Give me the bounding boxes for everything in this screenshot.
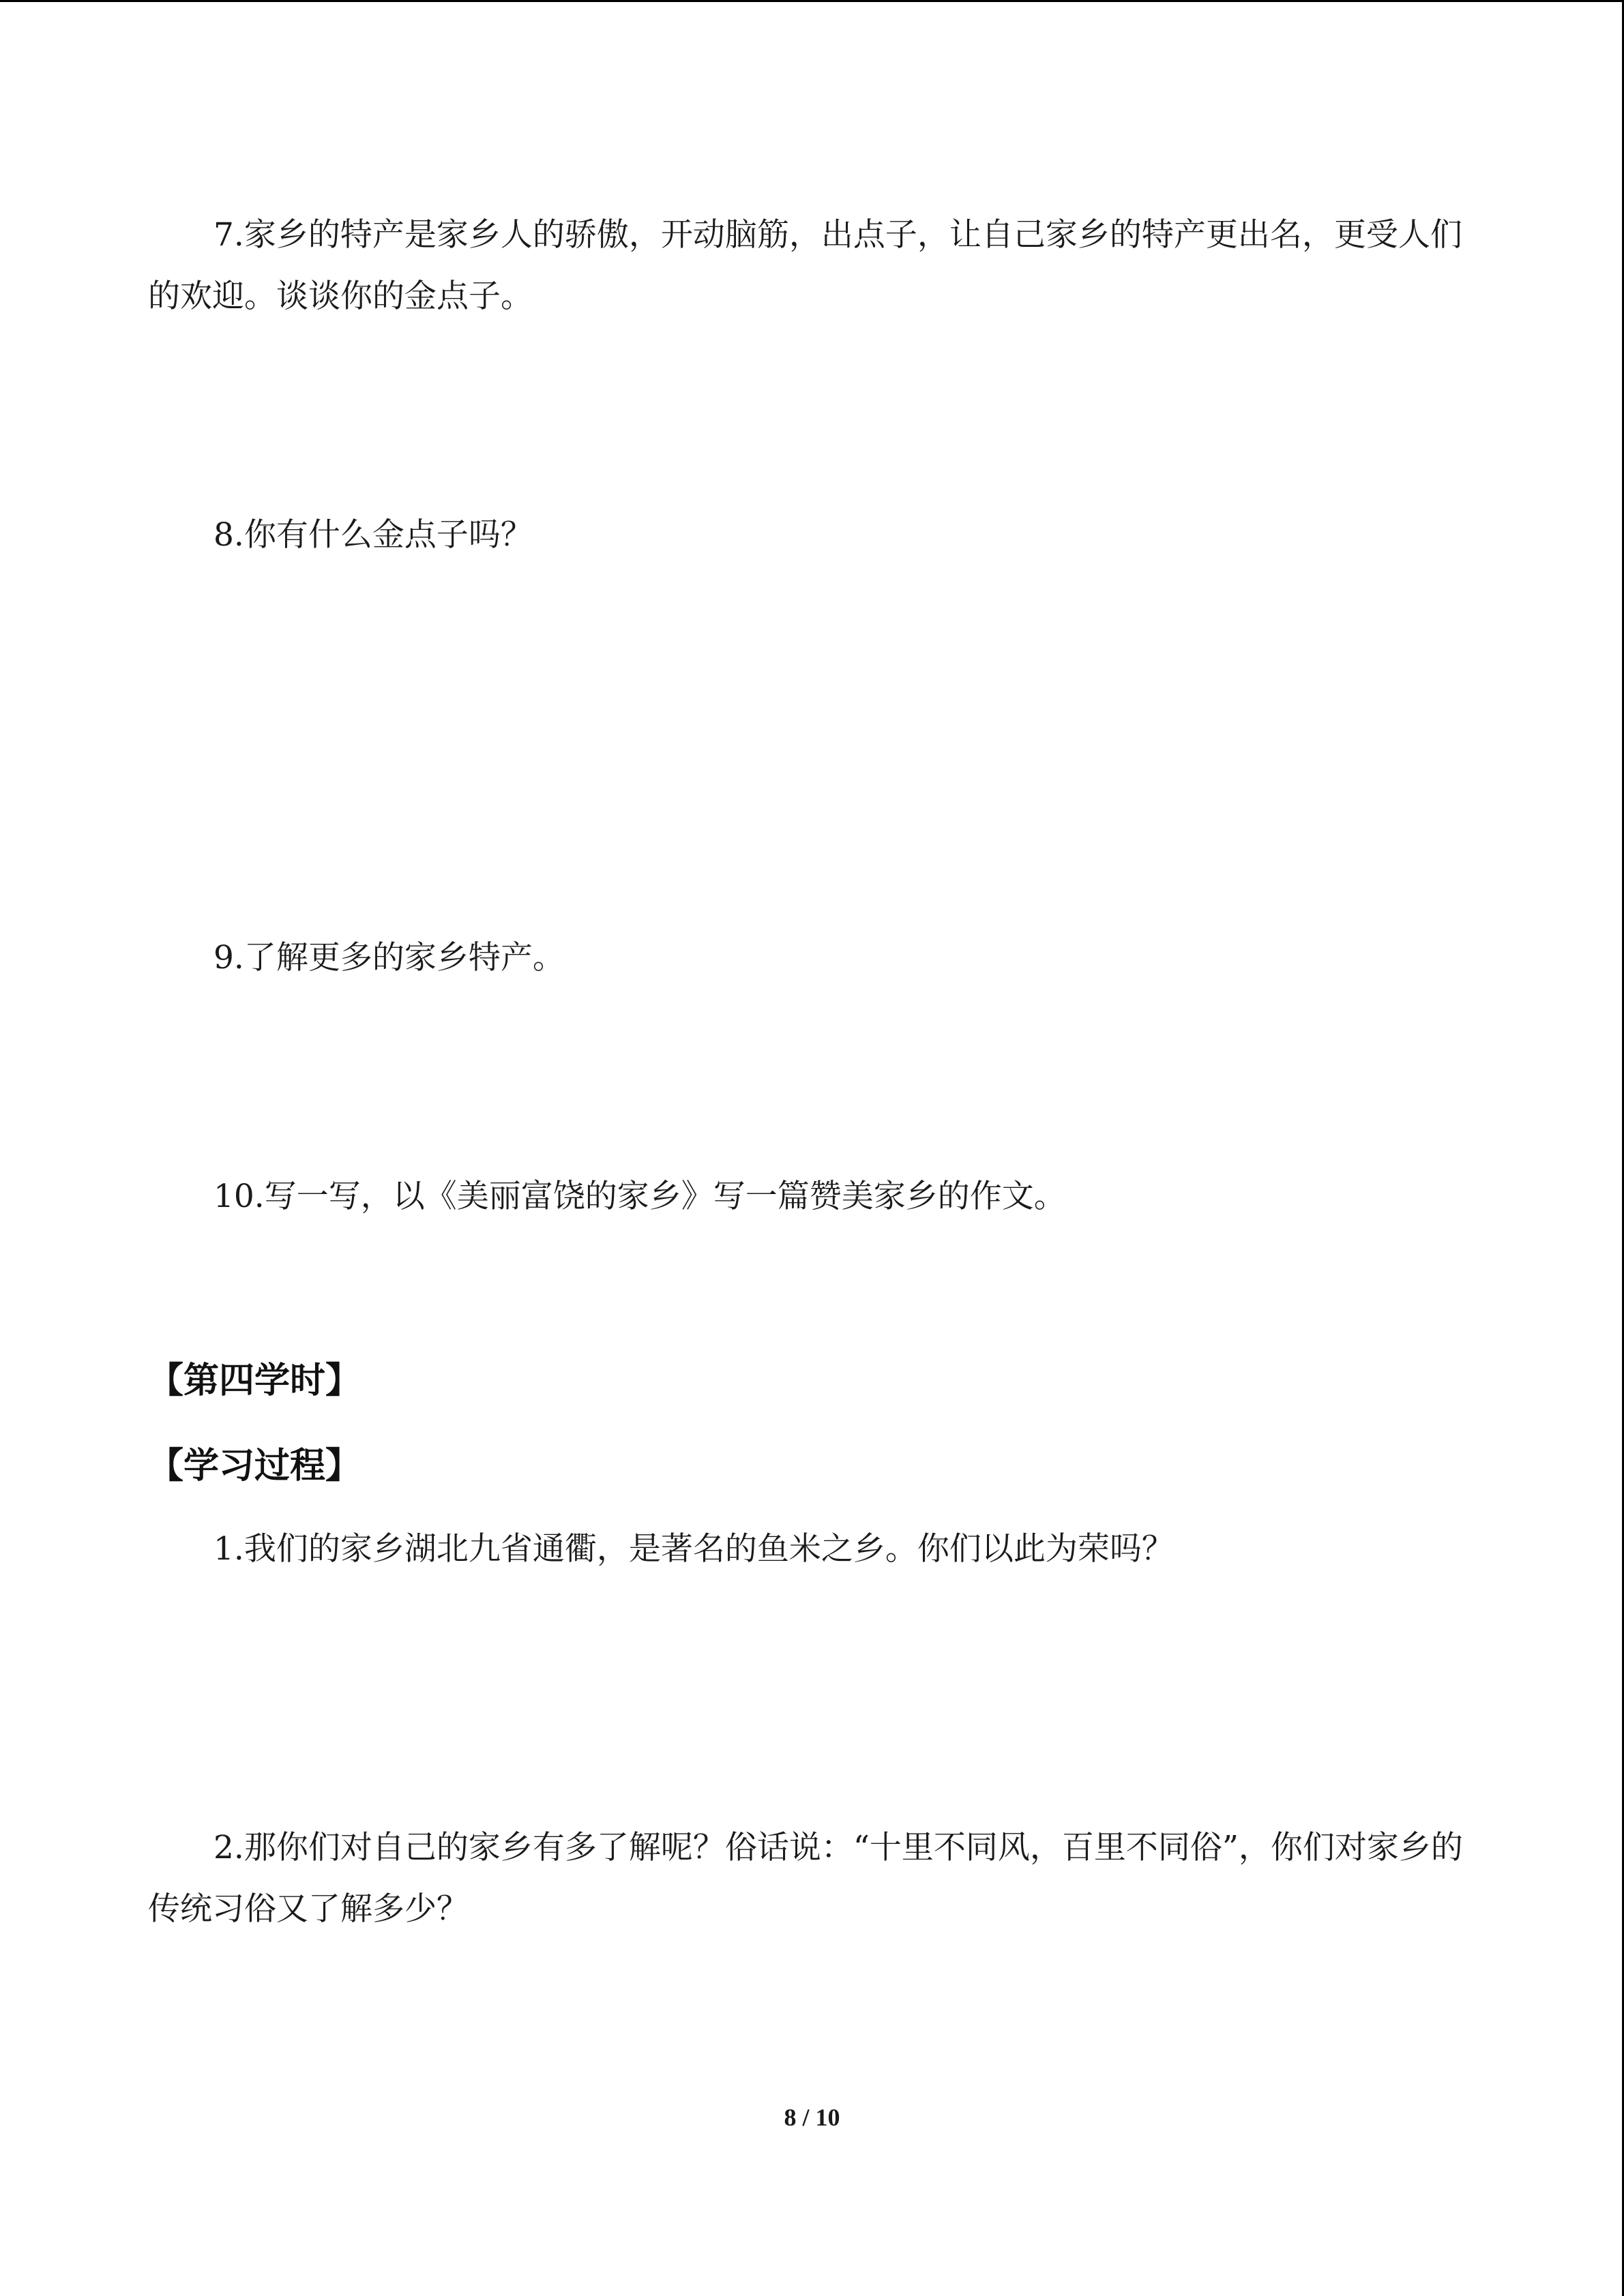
question-1-number: 1. [213,1530,244,1568]
page-number: 8 / 10 [784,2104,840,2131]
question-1-text: 我们的家乡湖北九省通衢，是著名的鱼米之乡。你们以此为荣吗？ [243,1530,1174,1568]
top-border-line [0,0,1624,2]
question-7-text: 家乡的特产是家乡人的骄傲，开动脑筋，出点子，让自己家乡的特产更出名，更受人们的欢迎。谈谈你的金点子。 [148,216,1462,315]
question-1 [148,1519,1485,1580]
question-10-text: 写一写，以《美丽富饶的家乡》写一篇赞美家乡的作文。 [264,1178,1066,1215]
question-10 [148,1166,1485,1227]
question-8-number: 8. [213,516,244,554]
question-2-number: 2. [213,1829,244,1866]
question-2 [148,1817,1485,1940]
question-9-number: 9. [213,939,244,976]
question-2-text: 那你们对自己的家乡有多了解呢？俗话说：“十里不同风，百里不同俗”，你们对家乡的传统习俗又了解多少？ [148,1829,1463,1928]
question-7 [148,205,1485,327]
question-7-number: 7. [213,216,244,254]
question-10-number: 10. [213,1178,265,1215]
question-8 [148,505,1485,566]
section-heading-learning-process: 【学习过程】 [148,1446,361,1487]
question-9-text: 了解更多的家乡特产。 [243,939,565,976]
question-8-text: 你有什么金点子吗？ [243,516,533,554]
section-heading-fourth-period: 【第四学时】 [148,1360,361,1401]
question-9 [148,927,1485,989]
